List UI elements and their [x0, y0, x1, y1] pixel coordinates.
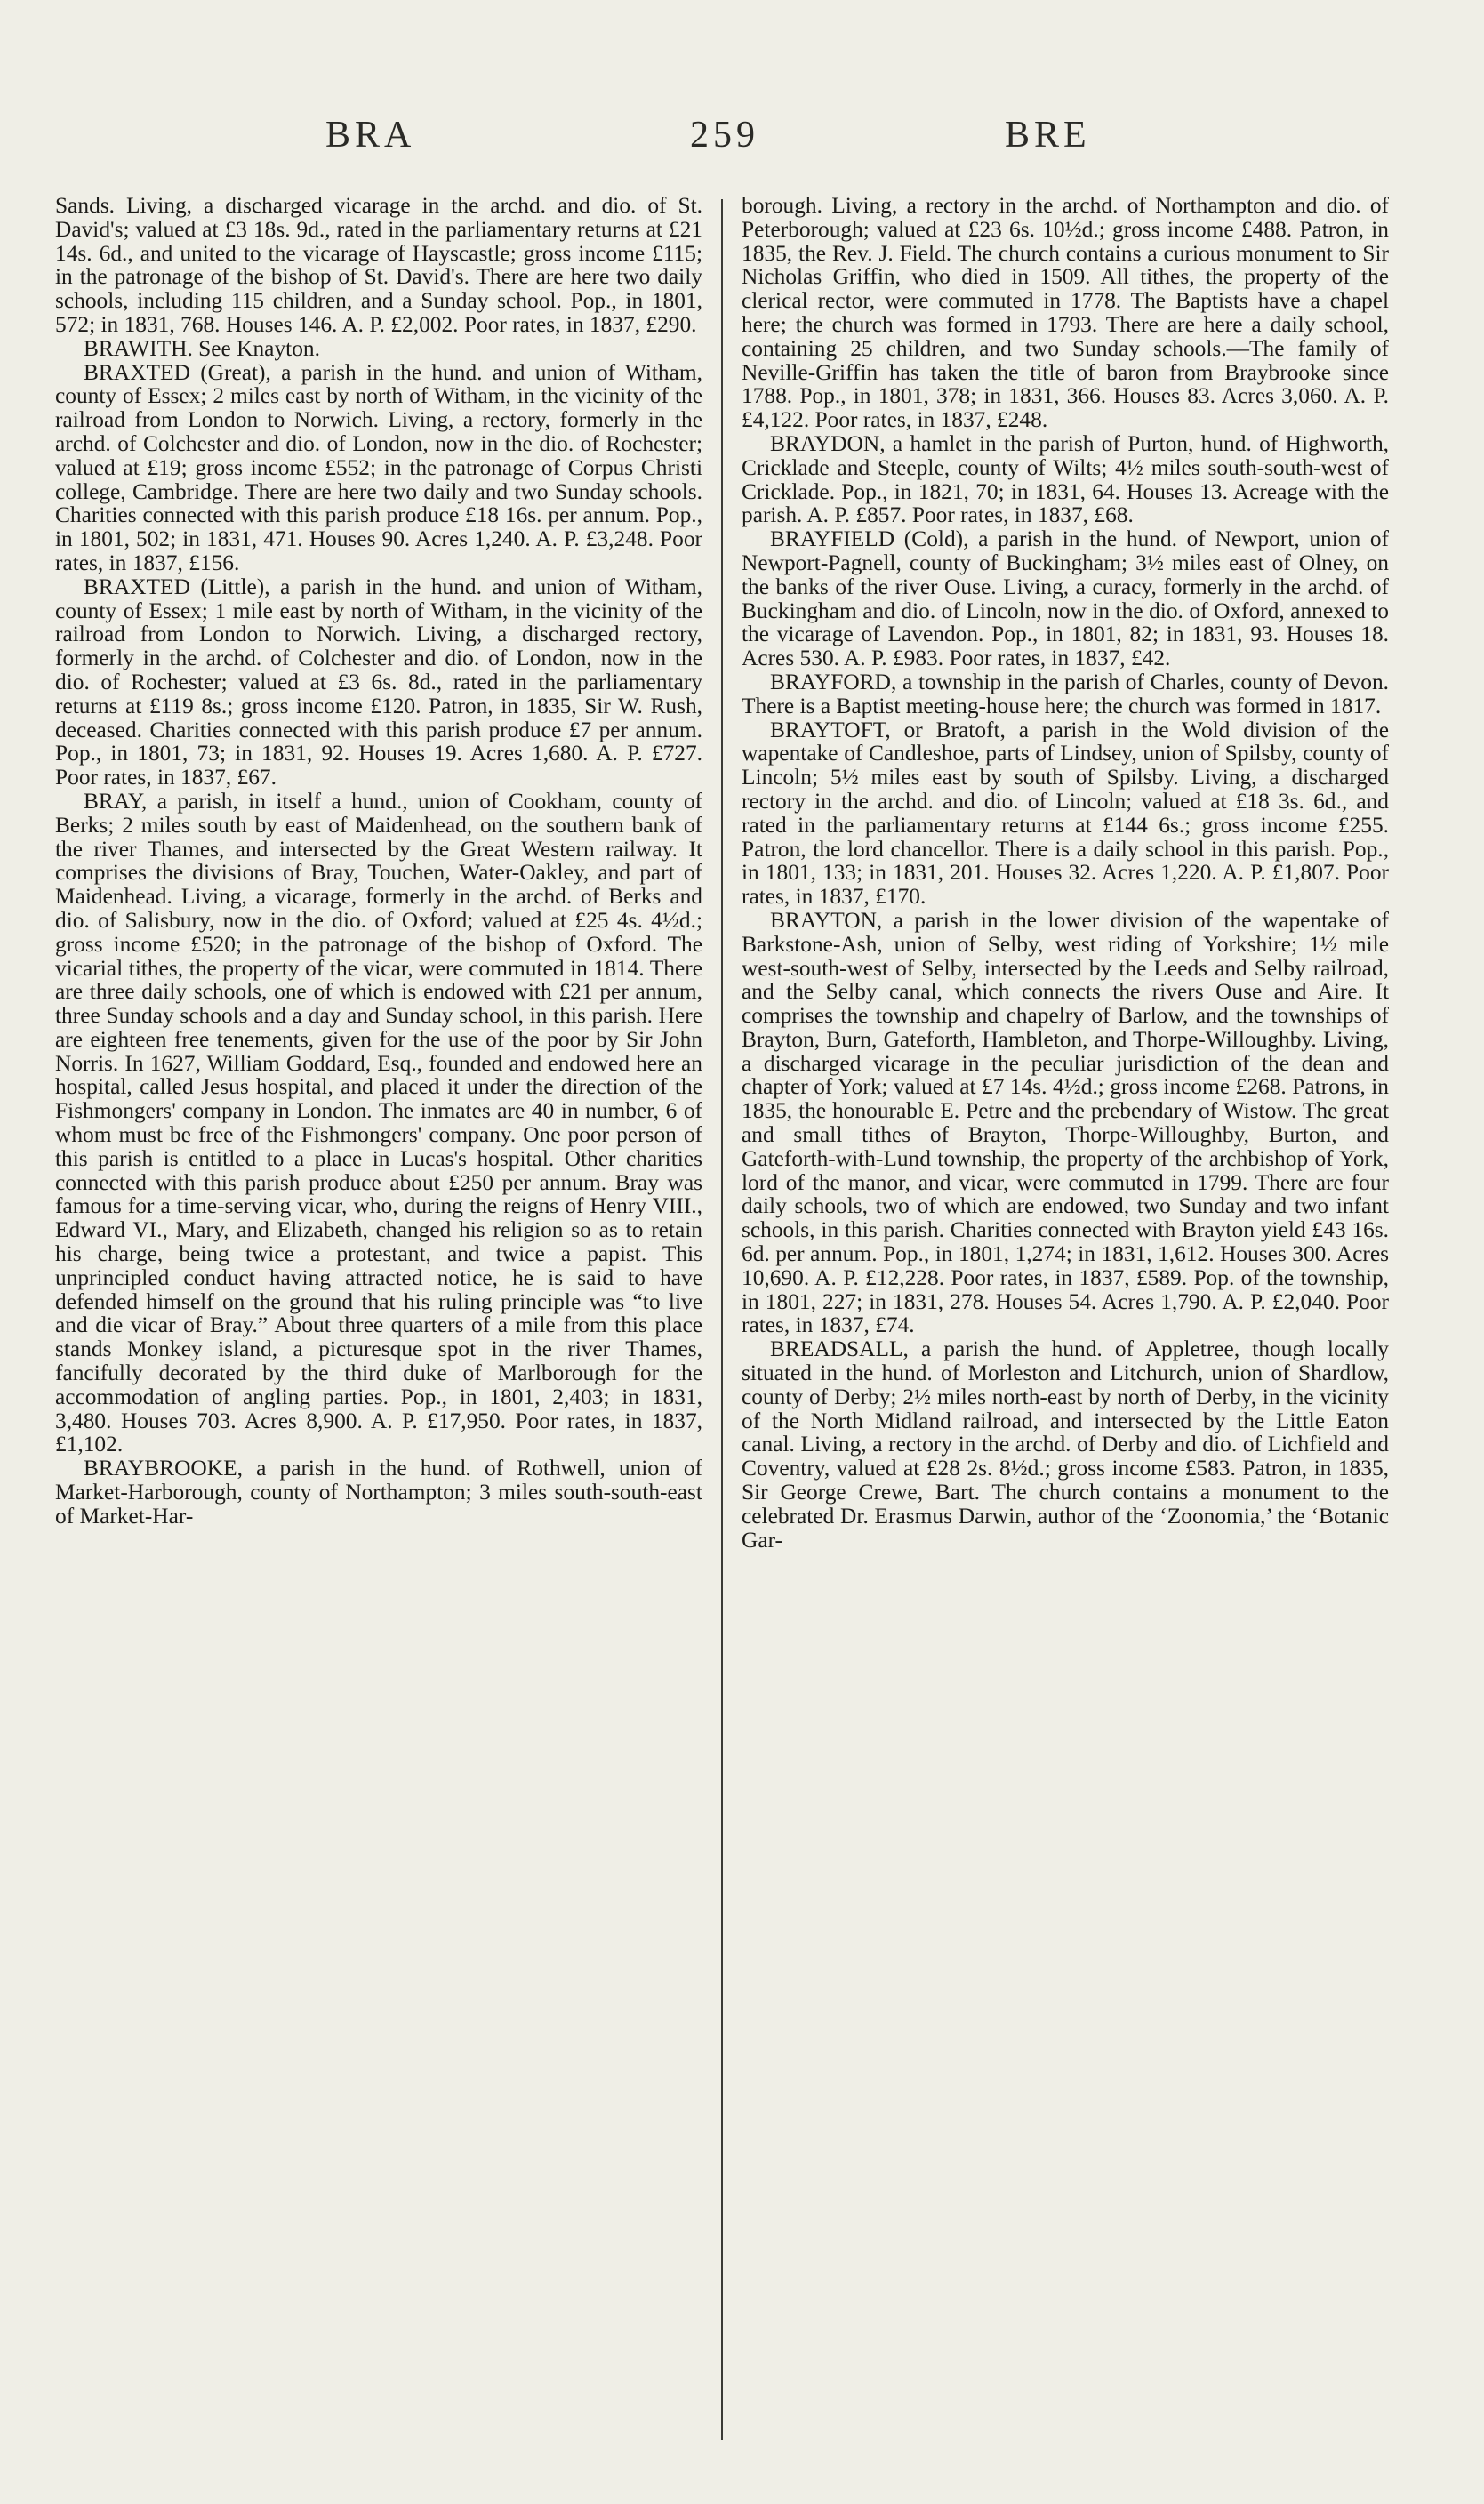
- gazetteer-entry: BRAXTED (Little), a parish in the hund. and union of Witham, county of Essex; 1 mile east by north of Witham, in the vicinity of the railroad from London to Norwich. Living, a discharged rectory, formerly in the archd. of Colchester and dio. of London, now in the dio. of Rochester; valued at £3 6s. 8d., rated in the parliamentary returns at £119 8s.; gross income £120. Patron, in 1835, Sir W. Rush, deceased. Charities connected with this parish produce £7 per annum. Pop., in 1801, 73; in 1831, 92. Houses 19. Acres 1,680. A. P. £727. Poor rates, in 1837, £67.: [55, 574, 702, 791]
- gazetteer-entry: BRAXTED (Great), a parish in the hund. and union of Witham, county of Essex; 2 miles east by north of Witham, in the vicinity of the railroad from London to Norwich. Living, a rectory, formerly in the archd. of Colchester and dio. of London, now in the dio. of Rochester; valued at £19; gross income £552; in the patronage of Corpus Christi college, Cambridge. There are here two daily and two Sunday schools. Charities connected with this parish produce £18 16s. per annum. Pop., in 1801, 502; in 1831, 471. Houses 90. Acres 1,240. A. P. £3,248. Poor rates, in 1837, £156.: [55, 359, 702, 575]
- column-divider: [721, 199, 723, 2440]
- running-head-left: BRA: [325, 115, 416, 156]
- left-column: [55, 194, 710, 2479]
- text-columns: [55, 194, 1389, 2479]
- gazetteer-entry: BRAYFORD, a township in the parish of Charles, county of Devon. There is a Baptist meeting-house here; the church was formed in 1817.: [742, 669, 1389, 718]
- gazetteer-entry: BRAWITH. See Knayton.: [84, 335, 320, 361]
- right-column: [734, 194, 1389, 2479]
- running-head: [0, 114, 1484, 167]
- gazetteer-entry: BRAY, a parish, in itself a hund., union of Cookham, county of Berks; 2 miles south by east of Maidenhead, on the southern bank of the river Thames, and intersected by the Great Western railway. It comprises the divisions of Bray, Touchen, Water-Oakley, and part of Maidenhead. Living, a vicarage, formerly in the archd. of Berks and dio. of Salisbury, now in the dio. of Oxford; valued at £25 4s. 4½d.; gross income £520; in the patronage of the bishop of Oxford. The vicarial tithes, the property of the vicar, were commuted in 1814. There are three daily schools, one of which is endowed with £21 per annum, three Sunday schools and a day and Sunday school, in this parish. Here are eighteen free tenements, given for the use of the poor by Sir John Norris. In 1627, William Goddard, Esq., founded and endowed here an hospital, called Jesus hospital, and placed it under the direction of the Fishmongers' company in London. The inmates are 40 in number, 6 of whom must be free of the Fishmongers' company. One poor person of this parish is entitled to a place in Lucas's hospital. Other charities connected with this parish produce about £250 per annum. Bray was famous for a time-serving vicar, who, during the reigns of Henry VIII., Edward VI., Mary, and Elizabeth, changed his religion so as to retain his charge, being twice a protestant, and twice a papist. This unprincipled conduct having attracted notice, he is said to have defended himself on the ground that his ruling principle was “to live and die vicar of Bray.” About three quarters of a mile from this place stands Monkey island, a picturesque spot in the river Thames, fancifully decorated by the third duke of Marlborough for the accommodation of angling parties. Pop., in 1801, 2,403; in 1831, 3,480. Houses 703. Acres 8,900. A. P. £17,950. Poor rates, in 1837, £1,102.: [55, 788, 702, 1457]
- gazetteer-entry: BRAYBROOKE, a parish in the hund. of Rothwell, union of Market-Harborough, county of Northampton; 3 miles south-south-east of Market-Har-: [55, 1456, 702, 1529]
- page-number: 259: [690, 115, 759, 156]
- entry-continuation: borough. Living, a rectory in the archd. of Northampton and dio. of Peterborough; valued at £23 6s. 10½d.; gross income £488. Patron, in 1835, the Rev. J. Field. The church contains a curious monument to Sir Nicholas Griffin, who died in 1509. All tithes, the property of the clerical rector, were commuted in 1778. The Baptists have a chapel here; the church was formed in 1793. There are here a daily school, containing 25 children, and two Sunday schools.—The family of Neville-Griffin has taken the title of baron from Braybrooke since 1788. Pop., in 1801, 378; in 1831, 366. Houses 83. Acres 3,060. A. P. £4,122. Poor rates, in 1837, £248.: [742, 193, 1389, 433]
- gazetteer-entry: BRAYTOFT, or Bratoft, a parish in the Wold division of the wapentake of Candleshoe, parts of Lindsey, union of Spilsby, county of Lincoln; 5½ miles east by south of Spilsby. Living, a discharged rectory in the archd. and dio. of Lincoln; valued at £18 3s. 6d., and rated in the parliamentary returns at £144 6s.; gross income £255. Patron, the lord chancellor. There is a daily school in this parish. Pop., in 1801, 133; in 1831, 201. Houses 32. Acres 1,220. A. P. £1,807. Poor rates, in 1837, £170.: [742, 717, 1389, 910]
- running-head-right: BRE: [1005, 115, 1091, 156]
- gazetteer-entry: BRAYDON, a hamlet in the parish of Purton, hund. of Highworth, Cricklade and Steeple, county of Wilts; 4½ miles south-south-west of Cricklade. Pop., in 1821, 70; in 1831, 64. Houses 13. Acreage with the parish. A. P. £857. Poor rates, in 1837, £68.: [742, 430, 1389, 528]
- entry-continuation: Sands. Living, a discharged vicarage in the archd. and dio. of St. David's; valued at £3 18s. 9d., rated in the parliamentary returns at £21 14s. 6d., and united to the vicarage of Hayscastle; gross income £115; in the patronage of the bishop of St. David's. There are here two daily schools, including 115 children, and a Sunday school. Pop., in 1801, 572; in 1831, 768. Houses 146. A. P. £2,002. Poor rates, in 1837, £290.: [55, 193, 702, 337]
- gazetteer-entry: BRAYFIELD (Cold), a parish in the hund. of Newport, union of Newport-Pagnell, county of Buckingham; 3½ miles east of Olney, on the banks of the river Ouse. Living, a curacy, formerly in the archd. of Buckingham and dio. of Lincoln, now in the dio. of Oxford, annexed to the vicarage of Lavendon. Pop., in 1801, 82; in 1831, 93. Houses 18. Acres 530. A. P. £983. Poor rates, in 1837, £42.: [742, 526, 1389, 671]
- gazetteer-entry: BREADSALL, a parish the hund. of Appletree, though locally situated in the hund. of Morleston and Litchurch, union of Shardlow, county of Derby; 2½ miles north-east by north of Derby, in the vicinity of the North Midland railroad, and intersected by the Little Eaton canal. Living, a rectory in the archd. of Derby and dio. of Lichfield and Coventry, valued at £28 2s. 8½d.; gross income £583. Patron, in 1835, Sir George Crewe, Bart. The church contains a monument to the celebrated Dr. Erasmus Darwin, author of the ‘Zoonomia,’ the ‘Botanic Gar-: [742, 1336, 1389, 1553]
- gazetteer-entry: BRAYTON, a parish in the lower division of the wapentake of Barkstone-Ash, union of Selby, west riding of Yorkshire; 1½ mile west-south-west of Selby, intersected by the Leeds and Selby railroad, and the Selby canal, which connects the rivers Ouse and Aire. It comprises the township and chapelry of Barlow, and the townships of Brayton, Burn, Gateforth, Hambleton, and Thorpe-Willoughby. Living, a discharged vicarage in the peculiar jurisdiction of the dean and chapter of York; valued at £7 14s. 4½d.; gross income £268. Patrons, in 1835, the honourable E. Petre and the prebendary of Wistow. The great and small tithes of Brayton, Thorpe-Willoughby, Burton, and Gateforth-with-Lund township, the property of the archbishop of York, lord of the manor, and vicar, were commuted in 1799. There are four daily schools, two of which are endowed, two Sunday and two infant schools, in this parish. Charities connected with Brayton yield £43 16s. 6d. per annum. Pop., in 1801, 1,274; in 1831, 1,612. Houses 300. Acres 10,690. A. P. £12,228. Poor rates, in 1837, £589. Pop. of the township, in 1801, 227; in 1831, 278. Houses 54. Acres 1,790. A. P. £2,040. Poor rates, in 1837, £74.: [742, 907, 1389, 1338]
